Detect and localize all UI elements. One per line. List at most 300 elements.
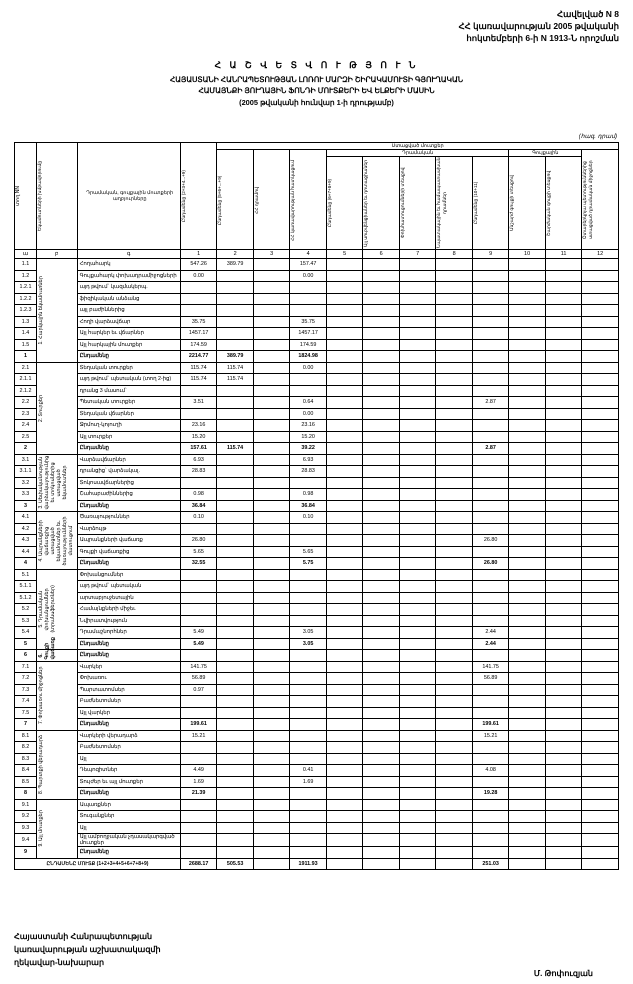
cell-c11 — [545, 397, 582, 409]
cell-c7 — [399, 788, 436, 800]
cell-c5 — [326, 523, 363, 535]
cell-c6 — [363, 512, 400, 524]
cell-c12 — [582, 834, 619, 847]
cell-c3 — [253, 523, 290, 535]
total-cell-c2: 505.53 — [217, 858, 254, 870]
row-name: արտաբյուջետային — [77, 592, 180, 604]
row-index: 5 — [15, 638, 37, 650]
cell-c11 — [545, 339, 582, 351]
cell-c9 — [472, 259, 509, 271]
cell-c8 — [436, 788, 473, 800]
cell-c3 — [253, 477, 290, 489]
cell-c9: 4.08 — [472, 765, 509, 777]
row-index: 1.1 — [15, 259, 37, 271]
cell-c2 — [217, 328, 254, 340]
row-index: 2.2 — [15, 397, 37, 409]
cell-c1: 157.61 — [180, 443, 217, 455]
row-name: Ընդամենը — [77, 351, 180, 363]
table-row — [15, 730, 619, 742]
footer-block — [14, 930, 161, 969]
cell-c1: 199.61 — [180, 719, 217, 731]
cell-c3 — [253, 776, 290, 788]
cell-c6 — [363, 847, 400, 859]
cell-c1 — [180, 822, 217, 834]
cell-c1: 21.39 — [180, 788, 217, 800]
row-name: Ապառքներ — [77, 799, 180, 811]
cell-c8 — [436, 638, 473, 650]
cell-c4: 39.22 — [290, 443, 327, 455]
col-head-c4: ՀՀ կառավարության հատկացում — [290, 150, 327, 250]
cell-c4: 157.47 — [290, 259, 327, 271]
cell-c7 — [399, 477, 436, 489]
cell-c4 — [290, 650, 327, 662]
cell-c2 — [217, 558, 254, 570]
cell-c2 — [217, 776, 254, 788]
row-name: ֆիզիկական անձանց — [77, 293, 180, 305]
cell-c1 — [180, 293, 217, 305]
cell-c4: 5.65 — [290, 546, 327, 558]
table-row — [15, 385, 619, 397]
table-row — [15, 696, 619, 708]
cell-c6 — [363, 776, 400, 788]
cell-c4 — [290, 305, 327, 317]
cell-c1 — [180, 707, 217, 719]
cell-c2 — [217, 408, 254, 420]
cell-c2 — [217, 466, 254, 478]
cell-c8 — [436, 742, 473, 754]
col-head-c11: Շարժական գույքի տեսքով — [545, 157, 582, 250]
cell-c10 — [509, 477, 546, 489]
cell-c9: 2.44 — [472, 627, 509, 639]
cell-c3 — [253, 592, 290, 604]
row-index: 3.2 — [15, 477, 37, 489]
cell-c11 — [545, 719, 582, 731]
cell-c3 — [253, 719, 290, 731]
cell-c2 — [217, 604, 254, 616]
cell-c5 — [326, 546, 363, 558]
cell-c5 — [326, 673, 363, 685]
cell-c1: 1457.17 — [180, 328, 217, 340]
cell-c10 — [509, 420, 546, 432]
cell-c9: 2.87 — [472, 397, 509, 409]
cell-c9 — [472, 362, 509, 374]
row-index: 8.5 — [15, 776, 37, 788]
cell-c7 — [399, 259, 436, 271]
cell-c5 — [326, 822, 363, 834]
cell-c8 — [436, 454, 473, 466]
cell-c11 — [545, 351, 582, 363]
col-head-property: Գույքային — [509, 150, 582, 157]
cell-c2 — [217, 500, 254, 512]
cell-c4 — [290, 684, 327, 696]
cell-c8 — [436, 374, 473, 386]
table-row — [15, 535, 619, 547]
cell-c11 — [545, 661, 582, 673]
cell-c4: 36.84 — [290, 500, 327, 512]
row-name: Պարտատոմսեր — [77, 684, 180, 696]
cell-c2 — [217, 719, 254, 731]
row-group-label: 5. Դրամական փոխանցումներ (տրանսֆերտներ) — [37, 585, 56, 633]
cell-c4 — [290, 374, 327, 386]
table-row — [15, 604, 619, 616]
cell-c8 — [436, 799, 473, 811]
cell-c4: 0.98 — [290, 489, 327, 501]
cell-c10 — [509, 615, 546, 627]
cell-c11 — [545, 443, 582, 455]
cell-c1: 115.74 — [180, 374, 217, 386]
cell-c9 — [472, 466, 509, 478]
cell-c6 — [363, 316, 400, 328]
cell-c11 — [545, 477, 582, 489]
row-name: այդ թվում` պետական (տող 2-ից) — [77, 374, 180, 386]
table-row — [15, 500, 619, 512]
total-cell-c6 — [363, 858, 400, 870]
cell-c8 — [436, 615, 473, 627]
cell-c7 — [399, 604, 436, 616]
row-name: այդ թվում` կազմակերպ. — [77, 282, 180, 294]
table-row — [15, 661, 619, 673]
cell-c6 — [363, 627, 400, 639]
cell-c4 — [290, 834, 327, 847]
row-name: Վարկեր — [77, 661, 180, 673]
cell-c11 — [545, 799, 582, 811]
cell-c7 — [399, 362, 436, 374]
colnum-2: 2 — [217, 250, 254, 259]
cell-c5 — [326, 270, 363, 282]
cell-c9 — [472, 454, 509, 466]
cell-c4: 15.20 — [290, 431, 327, 443]
cell-c9 — [472, 293, 509, 305]
table-total-row — [15, 858, 619, 870]
cell-c10 — [509, 604, 546, 616]
cell-c11 — [545, 707, 582, 719]
cell-c1: 0.00 — [180, 270, 217, 282]
row-name: Այլ հարկեր եւ վճարներ — [77, 328, 180, 340]
cell-c5 — [326, 847, 363, 859]
cell-c11 — [545, 788, 582, 800]
cell-c10 — [509, 431, 546, 443]
cell-c7 — [399, 305, 436, 317]
table-row — [15, 558, 619, 570]
cell-c7 — [399, 615, 436, 627]
col-head-c2: Ընդամենը (5+6+...+9) — [217, 150, 254, 250]
cell-c8 — [436, 431, 473, 443]
cell-c3 — [253, 328, 290, 340]
cell-c3 — [253, 696, 290, 708]
cell-c3 — [253, 650, 290, 662]
cell-c12 — [582, 604, 619, 616]
cell-c5 — [326, 305, 363, 317]
cell-c5 — [326, 397, 363, 409]
cell-c8 — [436, 546, 473, 558]
cell-c6 — [363, 753, 400, 765]
table-row — [15, 788, 619, 800]
cell-c7 — [399, 811, 436, 823]
cell-c2 — [217, 742, 254, 754]
cell-c8 — [436, 339, 473, 351]
cell-c11 — [545, 466, 582, 478]
cell-c1: 23.16 — [180, 420, 217, 432]
cell-c2 — [217, 788, 254, 800]
cell-c5 — [326, 477, 363, 489]
table-row — [15, 282, 619, 294]
cell-c5 — [326, 788, 363, 800]
col-head-money: Դրամական — [326, 150, 509, 157]
cell-c8 — [436, 420, 473, 432]
cell-c9: 56.89 — [472, 673, 509, 685]
cell-c2 — [217, 477, 254, 489]
row-name: դրանց 3 մասում` — [77, 385, 180, 397]
cell-c2 — [217, 673, 254, 685]
colnum-b: բ — [36, 250, 77, 259]
cell-c8 — [436, 696, 473, 708]
cell-c4 — [290, 569, 327, 581]
cell-c11 — [545, 546, 582, 558]
cell-c11 — [545, 420, 582, 432]
table-row — [15, 627, 619, 639]
cell-c2 — [217, 270, 254, 282]
cell-c9 — [472, 489, 509, 501]
cell-c3 — [253, 431, 290, 443]
cell-c4 — [290, 719, 327, 731]
table-row — [15, 569, 619, 581]
cell-c7 — [399, 443, 436, 455]
cell-c1 — [180, 305, 217, 317]
row-index: 8.4 — [15, 765, 37, 777]
cell-c9 — [472, 385, 509, 397]
cell-c7 — [399, 512, 436, 524]
cell-c7 — [399, 765, 436, 777]
cell-c8 — [436, 661, 473, 673]
colnum-6: 6 — [363, 250, 400, 259]
cell-c2: 115.74 — [217, 362, 254, 374]
cell-c11 — [545, 259, 582, 271]
row-index: 1.4 — [15, 328, 37, 340]
row-name: Համայնքների միջեւ — [77, 604, 180, 616]
cell-c5 — [326, 799, 363, 811]
cell-c11 — [545, 569, 582, 581]
row-index: 2.3 — [15, 408, 37, 420]
cell-c10 — [509, 822, 546, 834]
cell-c9 — [472, 834, 509, 847]
cell-c6 — [363, 822, 400, 834]
cell-c10 — [509, 489, 546, 501]
cell-c6 — [363, 650, 400, 662]
cell-c2 — [217, 834, 254, 847]
cell-c11 — [545, 592, 582, 604]
cell-c10 — [509, 523, 546, 535]
cell-c8 — [436, 385, 473, 397]
cell-c8 — [436, 650, 473, 662]
cell-c9 — [472, 847, 509, 859]
cell-c3 — [253, 673, 290, 685]
colnum-8: 8 — [436, 250, 473, 259]
cell-c8 — [436, 328, 473, 340]
col-head-idx: տող NN — [15, 143, 37, 250]
cell-c9 — [472, 546, 509, 558]
cell-c8 — [436, 397, 473, 409]
cell-c12 — [582, 535, 619, 547]
cell-c5 — [326, 512, 363, 524]
cell-c10 — [509, 282, 546, 294]
cell-c9 — [472, 615, 509, 627]
cell-c8 — [436, 558, 473, 570]
cell-c2 — [217, 293, 254, 305]
cell-c4 — [290, 581, 327, 593]
cell-c4 — [290, 696, 327, 708]
cell-c4 — [290, 615, 327, 627]
cell-c1: 32.55 — [180, 558, 217, 570]
row-name: Վարձույթ — [77, 523, 180, 535]
document-header — [459, 8, 619, 44]
cell-c10 — [509, 351, 546, 363]
row-group-label: 7. Փոխառու միջոցներ — [37, 666, 44, 725]
cell-c9 — [472, 420, 509, 432]
row-name: Նվիրատվություն — [77, 615, 180, 627]
cell-c6 — [363, 742, 400, 754]
cell-c3 — [253, 546, 290, 558]
table-row — [15, 776, 619, 788]
cell-c11 — [545, 604, 582, 616]
col-head-group: Եկամուտների խմբավորումը — [36, 143, 77, 250]
cell-c3 — [253, 558, 290, 570]
cell-c10 — [509, 339, 546, 351]
cell-c3 — [253, 627, 290, 639]
cell-c5 — [326, 351, 363, 363]
table-row — [15, 420, 619, 432]
cell-c12 — [582, 673, 619, 685]
cell-c5 — [326, 569, 363, 581]
total-cell-c1: 2688.17 — [180, 858, 217, 870]
cell-c10 — [509, 581, 546, 593]
cell-c1 — [180, 385, 217, 397]
cell-c10 — [509, 569, 546, 581]
cell-c8 — [436, 581, 473, 593]
cell-c8 — [436, 466, 473, 478]
row-index: 1.2.1 — [15, 282, 37, 294]
cell-c12 — [582, 385, 619, 397]
row-group-g9 — [36, 799, 77, 858]
cell-c10 — [509, 661, 546, 673]
cell-c11 — [545, 834, 582, 847]
row-index: 7 — [15, 719, 37, 731]
cell-c1: 36.84 — [180, 500, 217, 512]
row-group-label: 1. Հարկային եկամուտներ — [37, 276, 44, 345]
cell-c7 — [399, 454, 436, 466]
cell-c9: 26.80 — [472, 535, 509, 547]
row-name: Տեղական տուրքեր — [77, 362, 180, 374]
cell-c5 — [326, 374, 363, 386]
row-name: Բաժնետոմսեր — [77, 742, 180, 754]
cell-c10 — [509, 696, 546, 708]
row-name: Տեղական վճարներ — [77, 408, 180, 420]
cell-c1: 15.21 — [180, 730, 217, 742]
row-index: 6 — [15, 650, 37, 662]
cell-c6 — [363, 339, 400, 351]
revenue-table — [14, 142, 619, 870]
cell-c7 — [399, 581, 436, 593]
cell-c8 — [436, 270, 473, 282]
cell-c7 — [399, 776, 436, 788]
cell-c12 — [582, 765, 619, 777]
table-row — [15, 374, 619, 386]
cell-c11 — [545, 512, 582, 524]
cell-c8 — [436, 847, 473, 859]
title-block — [0, 60, 633, 107]
row-index: 1.2.2 — [15, 293, 37, 305]
cell-c12 — [582, 305, 619, 317]
cell-c10 — [509, 834, 546, 847]
row-index: 2.1.2 — [15, 385, 37, 397]
table-row — [15, 408, 619, 420]
cell-c2 — [217, 569, 254, 581]
cell-c3 — [253, 443, 290, 455]
cell-c12 — [582, 351, 619, 363]
cell-c5 — [326, 443, 363, 455]
cell-c12 — [582, 512, 619, 524]
row-index: 3 — [15, 500, 37, 512]
cell-c3 — [253, 385, 290, 397]
cell-c10 — [509, 627, 546, 639]
cell-c1 — [180, 581, 217, 593]
row-index: 4 — [15, 558, 37, 570]
cell-c4 — [290, 661, 327, 673]
cell-c10 — [509, 765, 546, 777]
row-name: Այլ վարկեր — [77, 707, 180, 719]
cell-c7 — [399, 638, 436, 650]
cell-c6 — [363, 408, 400, 420]
cell-c5 — [326, 707, 363, 719]
cell-c10 — [509, 408, 546, 420]
table-row — [15, 454, 619, 466]
subtitle-line-2: ՀԱՄԱՅՆՔԻ ՅՈՒՂԱՅԻՆ ՖՈՆԴԻ ՄՈՒՏՔԵՐԻ ԵՎ ԵԼՔԵՐԻ ՄԱՍԻՆ — [198, 86, 435, 95]
cell-c11 — [545, 316, 582, 328]
cell-c12 — [582, 328, 619, 340]
cell-c2 — [217, 811, 254, 823]
row-index: 3.3 — [15, 489, 37, 501]
cell-c8 — [436, 351, 473, 363]
cell-c1 — [180, 477, 217, 489]
cell-c5 — [326, 385, 363, 397]
cell-c12 — [582, 753, 619, 765]
cell-c1: 141.75 — [180, 661, 217, 673]
cell-c8 — [436, 305, 473, 317]
cell-c3 — [253, 454, 290, 466]
cell-c11 — [545, 811, 582, 823]
cell-c6 — [363, 351, 400, 363]
cell-c10 — [509, 592, 546, 604]
table-row — [15, 362, 619, 374]
cell-c5 — [326, 328, 363, 340]
cell-c12 — [582, 638, 619, 650]
cell-c3 — [253, 753, 290, 765]
cell-c3 — [253, 799, 290, 811]
cell-c11 — [545, 293, 582, 305]
cell-c4 — [290, 604, 327, 616]
cell-c9: 2.44 — [472, 638, 509, 650]
cell-c6 — [363, 535, 400, 547]
cell-c1 — [180, 604, 217, 616]
row-index: 9.4 — [15, 834, 37, 847]
table-row — [15, 811, 619, 823]
cell-c10 — [509, 385, 546, 397]
cell-c2 — [217, 684, 254, 696]
cell-c7 — [399, 270, 436, 282]
cell-c9 — [472, 753, 509, 765]
cell-c12 — [582, 500, 619, 512]
cell-c4: 35.75 — [290, 316, 327, 328]
cell-c2 — [217, 661, 254, 673]
